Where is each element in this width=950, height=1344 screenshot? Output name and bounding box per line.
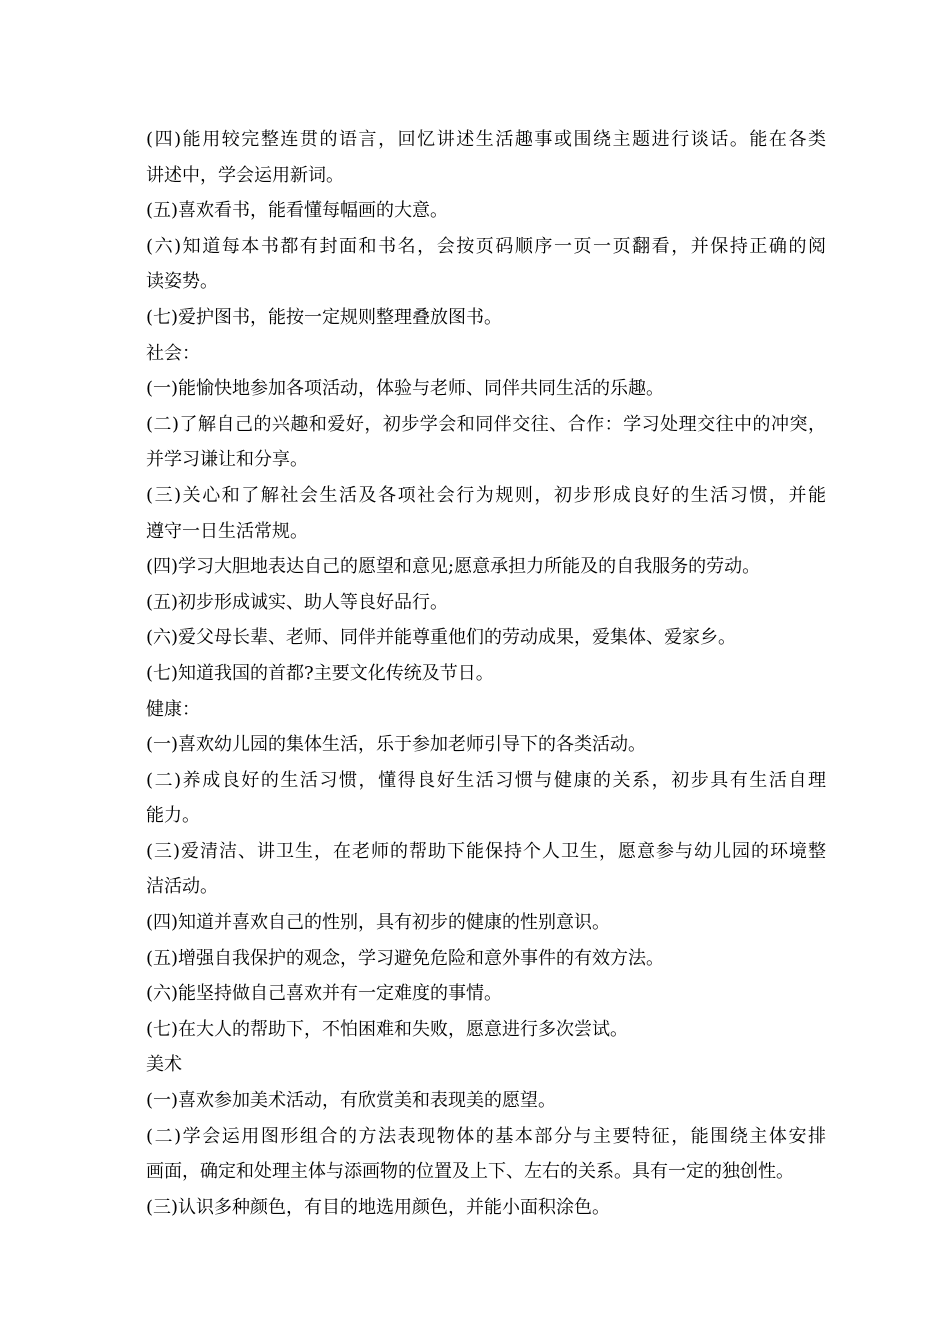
text-line: 讲述中，学会运用新词。 (146, 164, 344, 186)
text-line: (三)关心和了解社会生活及各项社会行为规则，初步形成良好的生活习惯，并能 (146, 484, 826, 506)
text-line: (六)爱父母长辈、老师、同伴并能尊重他们的劳动成果，爱集体、爱家乡。 (146, 627, 737, 649)
text-line: 能力。 (146, 805, 200, 827)
text-line: (一)能愉快地参加各项活动，体验与老师、同伴共同生活的乐趣。 (146, 378, 665, 400)
section-heading-health: 健康： (146, 698, 200, 720)
text-line: (一)喜欢幼儿园的集体生活，乐于参加老师引导下的各类活动。 (146, 734, 647, 756)
document-body (146, 122, 826, 1225)
text-line: (六)知道每本书都有封面和书名，会按页码顺序一页一页翻看，并保持正确的阅 (146, 235, 826, 257)
text-line: (四)学习大胆地表达自己的愿望和意见;愿意承担力所能及的自我服务的劳动。 (146, 556, 761, 578)
text-line: (七)在大人的帮助下，不怕困难和失败，愿意进行多次尝试。 (146, 1018, 629, 1040)
text-line: (四)能用较完整连贯的语言，回忆讲述生活趣事或围绕主题进行谈话。能在各类 (146, 129, 826, 150)
section-heading-art: 美术 (146, 1054, 182, 1076)
text-line: (五)增强自我保护的观念，学习避免危险和意外事件的有效方法。 (146, 947, 665, 969)
text-line: 并学习谦让和分享。 (146, 449, 308, 471)
text-line: (二)养成良好的生活习惯，懂得良好生活习惯与健康的关系，初步具有生活自理 (146, 769, 826, 791)
text-line: (七)知道我国的首都?主要文化传统及节日。 (146, 662, 494, 684)
text-line: (五)喜欢看书，能看懂每幅画的大意。 (146, 200, 449, 222)
text-line: (三)认识多种颜色，有目的地选用颜色，并能小面积涂色。 (146, 1196, 611, 1218)
text-line: (二)了解自己的兴趣和爱好，初步学会和同伴交往、合作：学习处理交往中的冲突， (146, 413, 826, 435)
text-line: (五)初步形成诚实、助人等良好品行。 (146, 591, 449, 613)
text-line: (二)学会运用图形组合的方法表现物体的基本部分与主要特征，能围绕主体安排 (146, 1125, 826, 1147)
section-heading-social: 社会： (146, 342, 200, 364)
text-line: (七)爱护图书，能按一定规则整理叠放图书。 (146, 306, 503, 328)
text-line: 遵守一日生活常规。 (146, 520, 308, 542)
text-line: (四)知道并喜欢自己的性别，具有初步的健康的性别意识。 (146, 912, 611, 934)
text-line: 读姿势。 (146, 271, 218, 293)
text-line: 画面，确定和处理主体与添画物的位置及上下、左右的关系。具有一定的独创性。 (146, 1161, 794, 1183)
text-line: (三)爱清洁、讲卫生，在老师的帮助下能保持个人卫生，愿意参与幼儿园的环境整 (146, 840, 826, 862)
text-line: (六)能坚持做自己喜欢并有一定难度的事情。 (146, 983, 503, 1005)
text-line: (一)喜欢参加美术活动，有欣赏美和表现美的愿望。 (146, 1090, 557, 1112)
text-line: 洁活动。 (146, 876, 218, 898)
